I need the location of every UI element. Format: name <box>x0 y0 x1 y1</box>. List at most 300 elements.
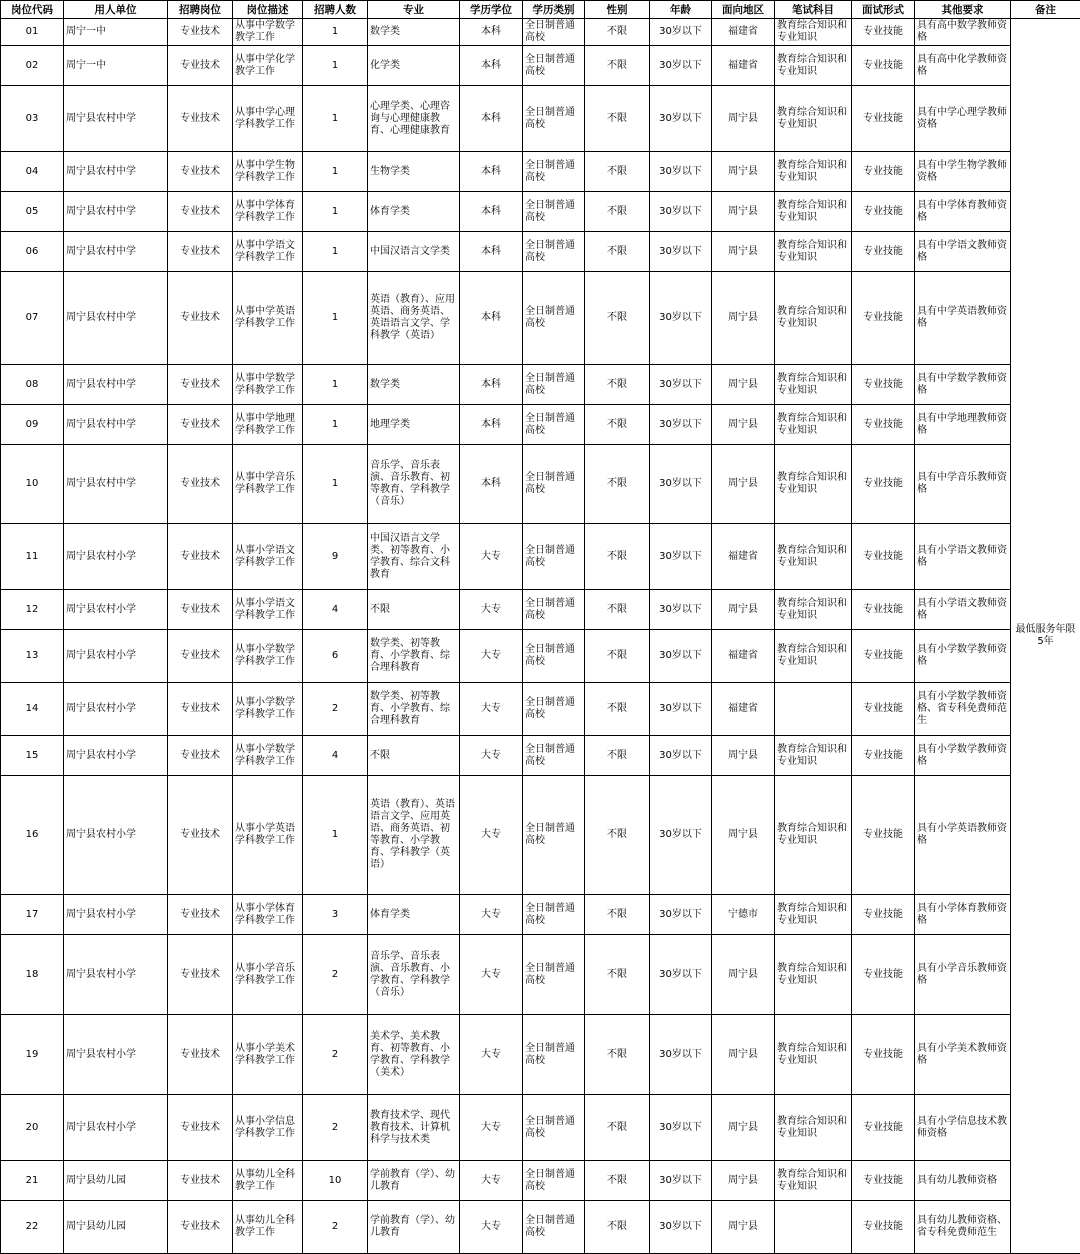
cell-major: 中国汉语言文学类 <box>368 232 460 272</box>
cell-desc: 从事小学语文学科教学工作 <box>233 590 303 630</box>
cell-code: 20 <box>1 1095 64 1161</box>
cell-unit: 周宁县农村小学 <box>64 524 168 590</box>
cell-exam: 教育综合知识和专业知识 <box>775 630 852 683</box>
cell-code: 09 <box>1 405 64 445</box>
header-other: 其他要求 <box>915 1 1011 19</box>
cell-gender: 不限 <box>585 445 650 524</box>
cell-unit: 周宁县农村小学 <box>64 776 168 895</box>
cell-desc: 从事中学生物学科教学工作 <box>233 152 303 192</box>
cell-interview: 专业技能 <box>852 935 915 1015</box>
cell-gender: 不限 <box>585 1095 650 1161</box>
cell-region: 福建省 <box>712 630 775 683</box>
cell-exam: 教育综合知识和专业知识 <box>775 19 852 46</box>
cell-gender: 不限 <box>585 405 650 445</box>
cell-code: 19 <box>1 1015 64 1095</box>
cell-desc: 从事幼儿全科教学工作 <box>233 1161 303 1201</box>
cell-exam: 教育综合知识和专业知识 <box>775 86 852 152</box>
cell-region: 周宁县 <box>712 405 775 445</box>
cell-edu-type: 全日制普通高校 <box>523 895 585 935</box>
cell-other: 具有小学语文教师资格 <box>915 524 1011 590</box>
cell-exam: 教育综合知识和专业知识 <box>775 405 852 445</box>
cell-interview: 专业技能 <box>852 683 915 736</box>
cell-exam: 教育综合知识和专业知识 <box>775 524 852 590</box>
cell-post: 专业技术 <box>168 776 233 895</box>
cell-region: 周宁县 <box>712 272 775 365</box>
header-exam: 笔试科目 <box>775 1 852 19</box>
cell-gender: 不限 <box>585 272 650 365</box>
cell-desc: 从事小学美术学科教学工作 <box>233 1015 303 1095</box>
cell-post: 专业技术 <box>168 152 233 192</box>
cell-degree: 本科 <box>460 46 523 86</box>
cell-exam: 教育综合知识和专业知识 <box>775 895 852 935</box>
header-post: 招聘岗位 <box>168 1 233 19</box>
cell-gender: 不限 <box>585 895 650 935</box>
cell-other: 具有小学英语教师资格 <box>915 776 1011 895</box>
cell-other: 具有中学语文教师资格 <box>915 232 1011 272</box>
cell-major: 中国汉语言文学类、初等教育、小学教育、综合文科教育 <box>368 524 460 590</box>
cell-region: 周宁县 <box>712 152 775 192</box>
cell-edu-type: 全日制普通高校 <box>523 272 585 365</box>
cell-code: 06 <box>1 232 64 272</box>
cell-desc: 从事小学英语学科教学工作 <box>233 776 303 895</box>
cell-interview: 专业技能 <box>852 86 915 152</box>
cell-unit: 周宁县农村中学 <box>64 365 168 405</box>
cell-unit: 周宁县农村小学 <box>64 590 168 630</box>
cell-other: 具有小学数学教师资格、省专科免费师范生 <box>915 683 1011 736</box>
cell-unit: 周宁县农村中学 <box>64 405 168 445</box>
table-row <box>1 524 1080 590</box>
cell-other: 具有小学语文教师资格 <box>915 590 1011 630</box>
cell-other: 具有中学数学教师资格 <box>915 365 1011 405</box>
cell-other: 具有高中化学教师资格 <box>915 46 1011 86</box>
cell-age: 30岁以下 <box>650 683 712 736</box>
cell-major: 体育学类 <box>368 192 460 232</box>
cell-gender: 不限 <box>585 1201 650 1254</box>
table-row <box>1 192 1080 232</box>
cell-unit: 周宁县农村小学 <box>64 1015 168 1095</box>
cell-post: 专业技术 <box>168 1095 233 1161</box>
table-row <box>1 405 1080 445</box>
cell-region: 周宁县 <box>712 192 775 232</box>
cell-num: 1 <box>303 19 368 46</box>
cell-region: 周宁县 <box>712 736 775 776</box>
cell-post: 专业技术 <box>168 1161 233 1201</box>
cell-num: 1 <box>303 272 368 365</box>
cell-code: 14 <box>1 683 64 736</box>
cell-exam: 教育综合知识和专业知识 <box>775 46 852 86</box>
cell-other: 具有幼儿教师资格、省专科免费师范生 <box>915 1201 1011 1254</box>
cell-post: 专业技术 <box>168 590 233 630</box>
cell-major: 美术学、美术教育、初等教育、小学教育、学科教学（美术） <box>368 1015 460 1095</box>
cell-edu-type: 全日制普通高校 <box>523 630 585 683</box>
cell-exam: 教育综合知识和专业知识 <box>775 192 852 232</box>
cell-edu-type: 全日制普通高校 <box>523 736 585 776</box>
cell-degree: 本科 <box>460 232 523 272</box>
cell-num: 1 <box>303 152 368 192</box>
cell-age: 30岁以下 <box>650 1201 712 1254</box>
table-row <box>1 46 1080 86</box>
cell-edu-type: 全日制普通高校 <box>523 365 585 405</box>
cell-gender: 不限 <box>585 86 650 152</box>
cell-age: 30岁以下 <box>650 776 712 895</box>
table-row <box>1 736 1080 776</box>
cell-edu-type: 全日制普通高校 <box>523 776 585 895</box>
cell-other: 具有小学信息技术教师资格 <box>915 1095 1011 1161</box>
cell-edu-type: 全日制普通高校 <box>523 445 585 524</box>
cell-interview: 专业技能 <box>852 630 915 683</box>
cell-degree: 本科 <box>460 192 523 232</box>
cell-major: 不限 <box>368 590 460 630</box>
cell-gender: 不限 <box>585 232 650 272</box>
cell-degree: 本科 <box>460 152 523 192</box>
cell-gender: 不限 <box>585 935 650 1015</box>
cell-edu-type: 全日制普通高校 <box>523 524 585 590</box>
table-row <box>1 935 1080 1015</box>
cell-num: 2 <box>303 935 368 1015</box>
cell-age: 30岁以下 <box>650 590 712 630</box>
cell-post: 专业技术 <box>168 630 233 683</box>
cell-edu-type: 全日制普通高校 <box>523 152 585 192</box>
cell-other: 具有中学地理教师资格 <box>915 405 1011 445</box>
cell-desc: 从事小学数学学科教学工作 <box>233 630 303 683</box>
cell-num: 1 <box>303 232 368 272</box>
cell-desc: 从事小学信息学科教学工作 <box>233 1095 303 1161</box>
cell-exam: 教育综合知识和专业知识 <box>775 445 852 524</box>
cell-num: 2 <box>303 1095 368 1161</box>
cell-edu-type: 全日制普通高校 <box>523 1015 585 1095</box>
cell-interview: 专业技能 <box>852 46 915 86</box>
cell-code: 15 <box>1 736 64 776</box>
cell-unit: 周宁县农村中学 <box>64 86 168 152</box>
cell-desc: 从事中学地理学科教学工作 <box>233 405 303 445</box>
cell-gender: 不限 <box>585 630 650 683</box>
cell-degree: 大专 <box>460 683 523 736</box>
header-age: 年龄 <box>650 1 712 19</box>
cell-post: 专业技术 <box>168 365 233 405</box>
cell-region: 周宁县 <box>712 365 775 405</box>
cell-age: 30岁以下 <box>650 86 712 152</box>
cell-interview: 专业技能 <box>852 152 915 192</box>
cell-gender: 不限 <box>585 776 650 895</box>
cell-gender: 不限 <box>585 365 650 405</box>
cell-interview: 专业技能 <box>852 776 915 895</box>
cell-major: 心理学类、心理咨询与心理健康教育、心理健康教育 <box>368 86 460 152</box>
cell-major: 教育技术学、现代教育技术、计算机科学与技术类 <box>368 1095 460 1161</box>
cell-unit: 周宁县农村中学 <box>64 152 168 192</box>
cell-edu-type: 全日制普通高校 <box>523 46 585 86</box>
cell-unit: 周宁县农村小学 <box>64 736 168 776</box>
cell-other: 具有中学英语教师资格 <box>915 272 1011 365</box>
cell-interview: 专业技能 <box>852 1161 915 1201</box>
cell-major: 英语（教育）、应用英语、商务英语、英语语言文学、学科教学（英语） <box>368 272 460 365</box>
cell-other: 具有小学美术教师资格 <box>915 1015 1011 1095</box>
cell-exam: 教育综合知识和专业知识 <box>775 1015 852 1095</box>
table-row <box>1 1201 1080 1254</box>
cell-edu-type: 全日制普通高校 <box>523 19 585 46</box>
cell-degree: 本科 <box>460 19 523 46</box>
cell-edu-type: 全日制普通高校 <box>523 1201 585 1254</box>
cell-major: 地理学类 <box>368 405 460 445</box>
cell-edu-type: 全日制普通高校 <box>523 935 585 1015</box>
cell-desc: 从事中学心理学科教学工作 <box>233 86 303 152</box>
header-row <box>1 1 1080 19</box>
table-row <box>1 19 1080 46</box>
header-remark: 备注 <box>1011 1 1080 19</box>
cell-region: 周宁县 <box>712 1015 775 1095</box>
cell-unit: 周宁县农村小学 <box>64 683 168 736</box>
table-body <box>1 19 1080 1254</box>
cell-gender: 不限 <box>585 524 650 590</box>
cell-age: 30岁以下 <box>650 935 712 1015</box>
cell-gender: 不限 <box>585 683 650 736</box>
cell-region: 周宁县 <box>712 232 775 272</box>
cell-gender: 不限 <box>585 1015 650 1095</box>
cell-num: 9 <box>303 524 368 590</box>
cell-degree: 大专 <box>460 1015 523 1095</box>
table-row <box>1 1095 1080 1161</box>
cell-code: 22 <box>1 1201 64 1254</box>
cell-age: 30岁以下 <box>650 1015 712 1095</box>
cell-major: 数学类 <box>368 19 460 46</box>
cell-edu-type: 全日制普通高校 <box>523 1161 585 1201</box>
cell-exam: 教育综合知识和专业知识 <box>775 152 852 192</box>
cell-edu-type: 全日制普通高校 <box>523 1095 585 1161</box>
cell-exam: 教育综合知识和专业知识 <box>775 272 852 365</box>
cell-degree: 本科 <box>460 445 523 524</box>
cell-age: 30岁以下 <box>650 192 712 232</box>
cell-unit: 周宁县农村中学 <box>64 232 168 272</box>
header-gender: 性别 <box>585 1 650 19</box>
cell-unit: 周宁一中 <box>64 19 168 46</box>
cell-num: 1 <box>303 192 368 232</box>
cell-age: 30岁以下 <box>650 895 712 935</box>
cell-major: 不限 <box>368 736 460 776</box>
cell-degree: 大专 <box>460 736 523 776</box>
cell-remark: 最低服务年限5年 <box>1011 19 1080 1254</box>
cell-degree: 本科 <box>460 272 523 365</box>
cell-interview: 专业技能 <box>852 445 915 524</box>
cell-degree: 大专 <box>460 524 523 590</box>
cell-post: 专业技术 <box>168 46 233 86</box>
cell-age: 30岁以下 <box>650 630 712 683</box>
cell-desc: 从事幼儿全科教学工作 <box>233 1201 303 1254</box>
cell-code: 21 <box>1 1161 64 1201</box>
cell-interview: 专业技能 <box>852 19 915 46</box>
cell-major: 化学类 <box>368 46 460 86</box>
cell-unit: 周宁县农村中学 <box>64 192 168 232</box>
cell-edu-type: 全日制普通高校 <box>523 232 585 272</box>
cell-interview: 专业技能 <box>852 524 915 590</box>
cell-degree: 本科 <box>460 405 523 445</box>
cell-degree: 大专 <box>460 895 523 935</box>
cell-exam <box>775 683 852 736</box>
cell-code: 11 <box>1 524 64 590</box>
cell-code: 17 <box>1 895 64 935</box>
cell-post: 专业技术 <box>168 405 233 445</box>
cell-other: 具有小学体育教师资格 <box>915 895 1011 935</box>
cell-region: 周宁县 <box>712 86 775 152</box>
cell-num: 2 <box>303 1015 368 1095</box>
cell-gender: 不限 <box>585 192 650 232</box>
cell-unit: 周宁县农村中学 <box>64 445 168 524</box>
cell-desc: 从事小学数学学科教学工作 <box>233 736 303 776</box>
cell-region: 宁德市 <box>712 895 775 935</box>
cell-post: 专业技术 <box>168 19 233 46</box>
cell-major: 数学类、初等教育、小学教育、综合理科教育 <box>368 630 460 683</box>
cell-interview: 专业技能 <box>852 365 915 405</box>
cell-desc: 从事小学语文学科教学工作 <box>233 524 303 590</box>
cell-gender: 不限 <box>585 1161 650 1201</box>
cell-num: 4 <box>303 736 368 776</box>
cell-desc: 从事小学数学学科教学工作 <box>233 683 303 736</box>
cell-code: 16 <box>1 776 64 895</box>
table-row <box>1 895 1080 935</box>
cell-code: 04 <box>1 152 64 192</box>
cell-num: 1 <box>303 365 368 405</box>
cell-post: 专业技术 <box>168 445 233 524</box>
cell-post: 专业技术 <box>168 1201 233 1254</box>
cell-num: 1 <box>303 776 368 895</box>
cell-exam: 教育综合知识和专业知识 <box>775 232 852 272</box>
header-num: 招聘人数 <box>303 1 368 19</box>
cell-exam: 教育综合知识和专业知识 <box>775 1161 852 1201</box>
cell-code: 12 <box>1 590 64 630</box>
cell-num: 2 <box>303 683 368 736</box>
cell-region: 周宁县 <box>712 445 775 524</box>
cell-degree: 大专 <box>460 590 523 630</box>
cell-age: 30岁以下 <box>650 736 712 776</box>
cell-major: 音乐学、音乐表演、音乐教育、初等教育、学科教学（音乐） <box>368 445 460 524</box>
cell-interview: 专业技能 <box>852 736 915 776</box>
cell-unit: 周宁县幼儿园 <box>64 1201 168 1254</box>
cell-num: 1 <box>303 445 368 524</box>
cell-region: 周宁县 <box>712 776 775 895</box>
cell-interview: 专业技能 <box>852 232 915 272</box>
cell-exam: 教育综合知识和专业知识 <box>775 1095 852 1161</box>
cell-edu-type: 全日制普通高校 <box>523 86 585 152</box>
cell-age: 30岁以下 <box>650 152 712 192</box>
cell-gender: 不限 <box>585 152 650 192</box>
cell-other: 具有小学数学教师资格 <box>915 736 1011 776</box>
cell-desc: 从事小学音乐学科教学工作 <box>233 935 303 1015</box>
cell-degree: 大专 <box>460 776 523 895</box>
cell-interview: 专业技能 <box>852 192 915 232</box>
cell-edu-type: 全日制普通高校 <box>523 192 585 232</box>
cell-unit: 周宁县农村小学 <box>64 935 168 1015</box>
cell-interview: 专业技能 <box>852 1201 915 1254</box>
cell-post: 专业技术 <box>168 1015 233 1095</box>
cell-other: 具有中学心理学教师资格 <box>915 86 1011 152</box>
cell-code: 18 <box>1 935 64 1015</box>
header-code: 岗位代码 <box>1 1 64 19</box>
cell-post: 专业技术 <box>168 895 233 935</box>
cell-interview: 专业技能 <box>852 1015 915 1095</box>
cell-degree: 本科 <box>460 365 523 405</box>
table-row <box>1 1015 1080 1095</box>
cell-code: 10 <box>1 445 64 524</box>
cell-exam: 教育综合知识和专业知识 <box>775 590 852 630</box>
cell-interview: 专业技能 <box>852 1095 915 1161</box>
cell-edu-type: 全日制普通高校 <box>523 405 585 445</box>
cell-age: 30岁以下 <box>650 19 712 46</box>
cell-post: 专业技术 <box>168 683 233 736</box>
cell-major: 学前教育（学）、幼儿教育 <box>368 1201 460 1254</box>
cell-post: 专业技术 <box>168 524 233 590</box>
cell-num: 6 <box>303 630 368 683</box>
cell-region: 福建省 <box>712 46 775 86</box>
cell-region: 周宁县 <box>712 1201 775 1254</box>
cell-region: 福建省 <box>712 524 775 590</box>
cell-code: 05 <box>1 192 64 232</box>
header-desc: 岗位描述 <box>233 1 303 19</box>
cell-desc: 从事小学体育学科教学工作 <box>233 895 303 935</box>
cell-degree: 大专 <box>460 1095 523 1161</box>
cell-num: 3 <box>303 895 368 935</box>
cell-other: 具有小学数学教师资格 <box>915 630 1011 683</box>
cell-code: 08 <box>1 365 64 405</box>
cell-major: 数学类 <box>368 365 460 405</box>
cell-degree: 大专 <box>460 1161 523 1201</box>
cell-age: 30岁以下 <box>650 232 712 272</box>
table-row <box>1 365 1080 405</box>
header-degree: 学历学位 <box>460 1 523 19</box>
cell-major: 音乐学、音乐表演、音乐教育、小学教育、学科教学（音乐） <box>368 935 460 1015</box>
cell-other: 具有中学体育教师资格 <box>915 192 1011 232</box>
header-edu-type: 学历类别 <box>523 1 585 19</box>
cell-degree: 大专 <box>460 1201 523 1254</box>
cell-interview: 专业技能 <box>852 590 915 630</box>
table-row <box>1 86 1080 152</box>
cell-code: 01 <box>1 19 64 46</box>
table-row <box>1 152 1080 192</box>
header-interview: 面试形式 <box>852 1 915 19</box>
cell-unit: 周宁县农村小学 <box>64 895 168 935</box>
cell-num: 4 <box>303 590 368 630</box>
cell-age: 30岁以下 <box>650 1095 712 1161</box>
cell-other: 具有中学生物学教师资格 <box>915 152 1011 192</box>
cell-gender: 不限 <box>585 736 650 776</box>
cell-other: 具有中学音乐教师资格 <box>915 445 1011 524</box>
cell-desc: 从事中学音乐学科教学工作 <box>233 445 303 524</box>
cell-degree: 大专 <box>460 935 523 1015</box>
cell-code: 02 <box>1 46 64 86</box>
cell-age: 30岁以下 <box>650 445 712 524</box>
cell-degree: 本科 <box>460 86 523 152</box>
cell-code: 13 <box>1 630 64 683</box>
cell-desc: 从事中学数学教学工作 <box>233 19 303 46</box>
cell-post: 专业技术 <box>168 192 233 232</box>
table-row <box>1 683 1080 736</box>
cell-age: 30岁以下 <box>650 1161 712 1201</box>
cell-other: 具有幼儿教师资格 <box>915 1161 1011 1201</box>
table-row <box>1 1161 1080 1201</box>
cell-major: 数学类、初等教育、小学教育、综合理科教育 <box>368 683 460 736</box>
cell-gender: 不限 <box>585 590 650 630</box>
header-unit: 用人单位 <box>64 1 168 19</box>
cell-region: 周宁县 <box>712 1095 775 1161</box>
cell-interview: 专业技能 <box>852 272 915 365</box>
cell-post: 专业技术 <box>168 935 233 1015</box>
cell-other: 具有小学音乐教师资格 <box>915 935 1011 1015</box>
cell-num: 2 <box>303 1201 368 1254</box>
cell-age: 30岁以下 <box>650 272 712 365</box>
cell-post: 专业技术 <box>168 232 233 272</box>
table-row <box>1 232 1080 272</box>
cell-code: 03 <box>1 86 64 152</box>
cell-desc: 从事中学数学学科教学工作 <box>233 365 303 405</box>
cell-desc: 从事中学化学教学工作 <box>233 46 303 86</box>
cell-age: 30岁以下 <box>650 524 712 590</box>
